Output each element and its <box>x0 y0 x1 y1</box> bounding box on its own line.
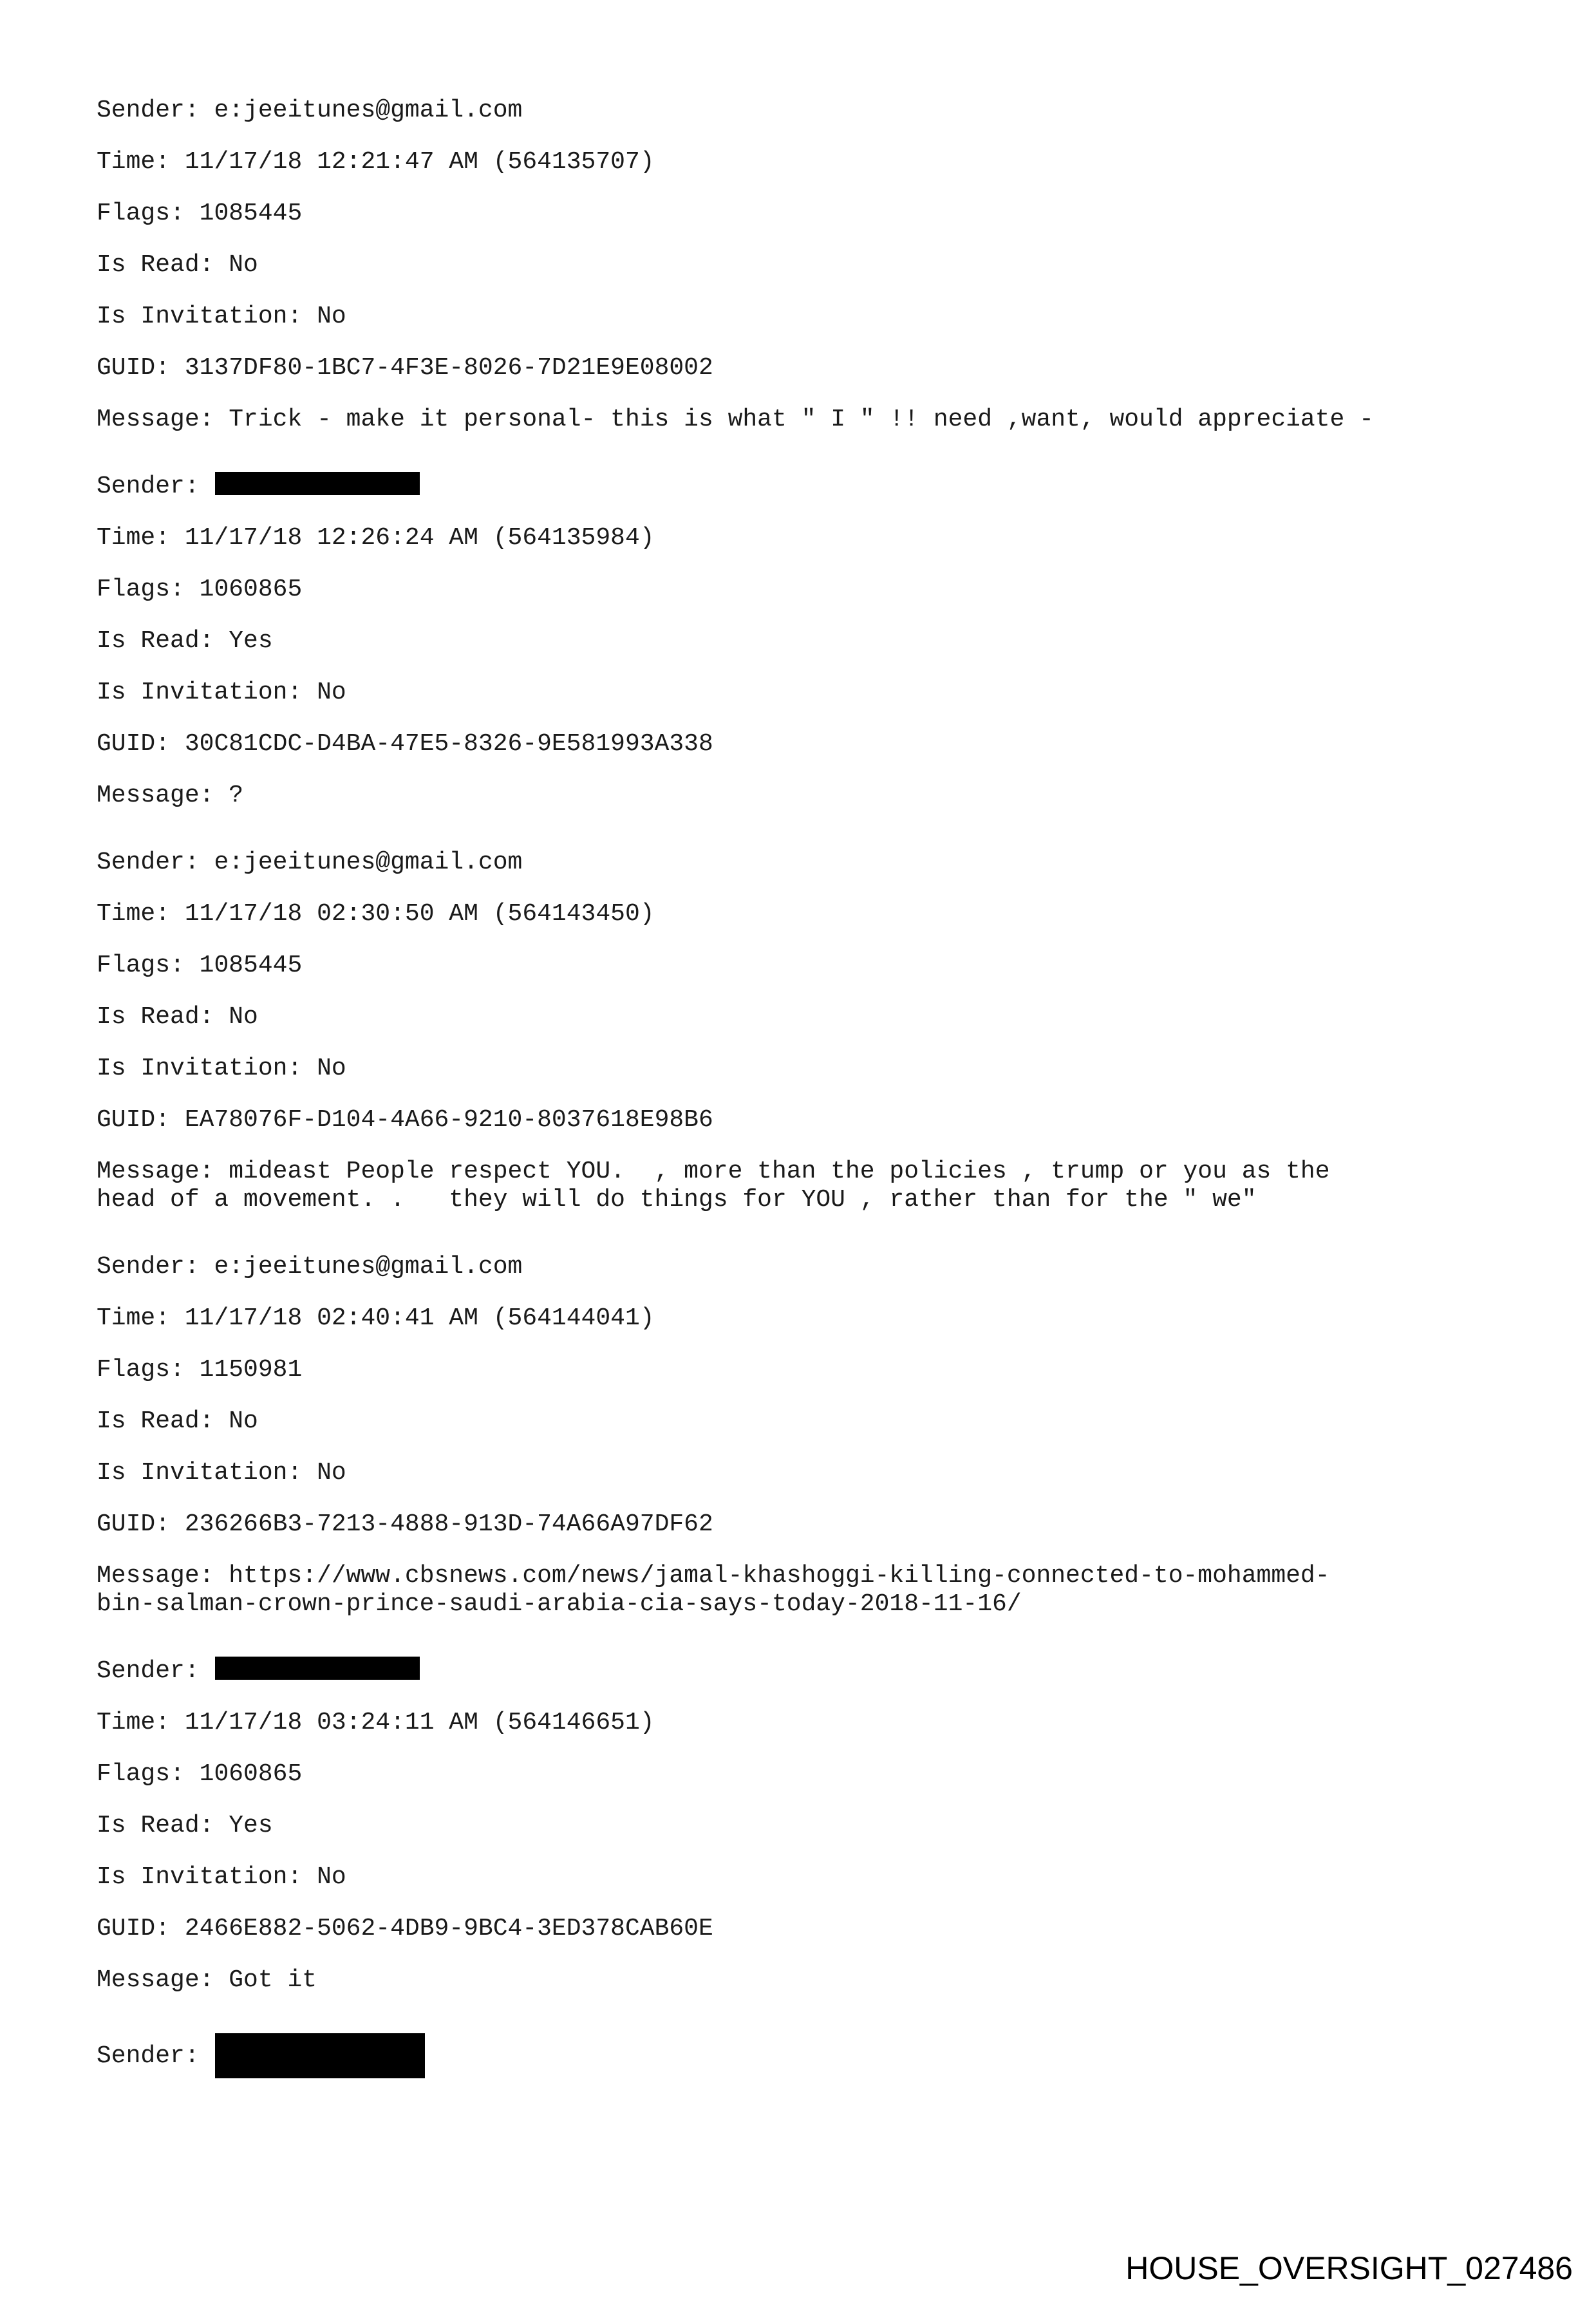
flags-value: 1085445 <box>199 952 303 979</box>
sender-line <box>97 1657 1513 1686</box>
is-invitation-value: No <box>317 679 346 706</box>
is-invitation-line <box>97 679 1513 707</box>
flags-label: Flags: <box>97 1356 185 1384</box>
time-label: Time: <box>97 1304 171 1332</box>
sender-label: Sender: <box>97 2042 200 2071</box>
guid-line <box>97 730 1513 758</box>
sender-line <box>97 1253 1513 1281</box>
is-invitation-label: Is Invitation: <box>97 1459 303 1487</box>
sender-line <box>97 473 1513 501</box>
is-read-label: Is Read: <box>97 1407 214 1435</box>
message-label: Message: <box>97 782 214 809</box>
message-label: Message: <box>97 406 214 433</box>
time-label: Time: <box>97 1709 171 1736</box>
sender-value: e:jeeitunes@gmail.com <box>214 1253 523 1281</box>
guid-line <box>97 1510 1513 1539</box>
guid-value: 3137DF80-1BC7-4F3E-8026-7D21E9E08002 <box>184 354 713 382</box>
is-invitation-line <box>97 1863 1513 1892</box>
is-read-value: Yes <box>229 1812 273 1839</box>
is-read-line <box>97 1407 1513 1436</box>
message-line <box>97 782 1513 810</box>
is-read-value: No <box>229 1407 258 1435</box>
guid-label: GUID: <box>97 1106 171 1134</box>
is-read-label: Is Read: <box>97 1003 214 1031</box>
message-record <box>97 97 1513 434</box>
flags-value: 1060865 <box>199 576 303 603</box>
guid-value: EA78076F-D104-4A66-9210-8037618E98B6 <box>184 1106 713 1134</box>
message-text: Got it <box>229 1966 317 1994</box>
sender-label: Sender: <box>97 1253 200 1281</box>
is-invitation-label: Is Invitation: <box>97 1055 303 1082</box>
flags-line <box>97 952 1513 980</box>
redaction-box <box>215 1657 420 1680</box>
flags-label: Flags: <box>97 200 185 227</box>
guid-value: 30C81CDC-D4BA-47E5-8326-9E581993A338 <box>184 730 713 758</box>
flags-line <box>97 576 1513 604</box>
message-record <box>97 849 1513 1214</box>
message-record <box>97 1657 1513 1995</box>
is-invitation-label: Is Invitation: <box>97 303 303 330</box>
message-line <box>97 406 1513 434</box>
time-line <box>97 1709 1513 1737</box>
time-line <box>97 900 1513 928</box>
guid-label: GUID: <box>97 1915 171 1942</box>
flags-line <box>97 200 1513 228</box>
message-line <box>97 1966 1513 1995</box>
is-read-label: Is Read: <box>97 1812 214 1839</box>
is-invitation-value: No <box>317 1459 346 1487</box>
guid-label: GUID: <box>97 730 171 758</box>
guid-value: 2466E882-5062-4DB9-9BC4-3ED378CAB60E <box>184 1915 713 1942</box>
is-invitation-label: Is Invitation: <box>97 679 303 706</box>
is-read-value: No <box>229 1003 258 1031</box>
is-invitation-line <box>97 1055 1513 1083</box>
is-invitation-line <box>97 1459 1513 1487</box>
flags-label: Flags: <box>97 952 185 979</box>
guid-line <box>97 1106 1513 1134</box>
flags-line <box>97 1356 1513 1384</box>
guid-label: GUID: <box>97 354 171 382</box>
time-label: Time: <box>97 148 171 176</box>
message-label: Message: <box>97 1158 214 1185</box>
sender-label: Sender: <box>97 473 200 500</box>
bates-number: HOUSE_OVERSIGHT_027486 <box>1125 2250 1573 2286</box>
message-label: Message: <box>97 1966 214 1994</box>
time-value: 11/17/18 12:26:24 AM (564135984) <box>184 524 655 552</box>
sender-line <box>97 97 1513 125</box>
is-read-value: Yes <box>229 627 273 655</box>
message-label: Message: <box>97 1562 214 1590</box>
guid-line <box>97 354 1513 382</box>
time-line <box>97 1304 1513 1333</box>
guid-value: 236266B3-7213-4888-913D-74A66A97DF62 <box>184 1510 713 1538</box>
time-value: 11/17/18 02:30:50 AM (564143450) <box>184 900 655 928</box>
guid-line <box>97 1915 1513 1943</box>
sender-value: e:jeeitunes@gmail.com <box>214 849 523 876</box>
time-value: 11/17/18 03:24:11 AM (564146651) <box>184 1709 655 1736</box>
is-read-line <box>97 1003 1513 1031</box>
flags-line <box>97 1760 1513 1789</box>
sender-label: Sender: <box>97 849 200 876</box>
sender-label: Sender: <box>97 97 200 124</box>
sender-line <box>97 849 1513 877</box>
message-record <box>97 473 1513 810</box>
is-invitation-value: No <box>317 1055 346 1082</box>
flags-value: 1060865 <box>199 1760 303 1788</box>
time-line <box>97 524 1513 552</box>
is-read-line <box>97 251 1513 279</box>
message-line <box>97 1562 1513 1619</box>
is-invitation-line <box>97 303 1513 331</box>
message-text: https://www.cbsnews.com/news/jamal-khashoggi-killing-connected-to-mohammed- bin-salman-crown-prince-saudi-arabia-cia-says-today-2018-11-16/ <box>97 1562 1330 1618</box>
redaction-box <box>215 2033 425 2078</box>
guid-label: GUID: <box>97 1510 171 1538</box>
time-value: 11/17/18 02:40:41 AM (564144041) <box>184 1304 655 1332</box>
sender-value: e:jeeitunes@gmail.com <box>214 97 523 124</box>
is-invitation-value: No <box>317 303 346 330</box>
is-read-line <box>97 1812 1513 1840</box>
message-record <box>97 1253 1513 1619</box>
is-read-label: Is Read: <box>97 251 214 279</box>
flags-label: Flags: <box>97 1760 185 1788</box>
message-line <box>97 1158 1513 1214</box>
is-read-label: Is Read: <box>97 627 214 655</box>
flags-label: Flags: <box>97 576 185 603</box>
sender-line <box>97 2033 1513 2078</box>
message-text: Trick - make it personal- this is what " I " !! need ,want, would appreciate - <box>229 406 1374 433</box>
time-label: Time: <box>97 524 171 552</box>
is-read-line <box>97 627 1513 655</box>
is-invitation-value: No <box>317 1863 346 1891</box>
message-text: ? <box>229 782 244 809</box>
message-record <box>97 2033 1513 2078</box>
flags-value: 1085445 <box>199 200 303 227</box>
message-text: mideast People respect YOU. , more than the policies , trump or you as the head of a movement. . they will do things for YOU , rather than for the " we" <box>97 1158 1330 1214</box>
is-read-value: No <box>229 251 258 279</box>
flags-value: 1150981 <box>199 1356 303 1384</box>
time-value: 11/17/18 12:21:47 AM (564135707) <box>184 148 655 176</box>
redaction-box <box>215 472 420 495</box>
time-label: Time: <box>97 900 171 928</box>
message-log <box>97 97 1513 2101</box>
is-invitation-label: Is Invitation: <box>97 1863 303 1891</box>
time-line <box>97 148 1513 176</box>
sender-label: Sender: <box>97 1657 200 1685</box>
